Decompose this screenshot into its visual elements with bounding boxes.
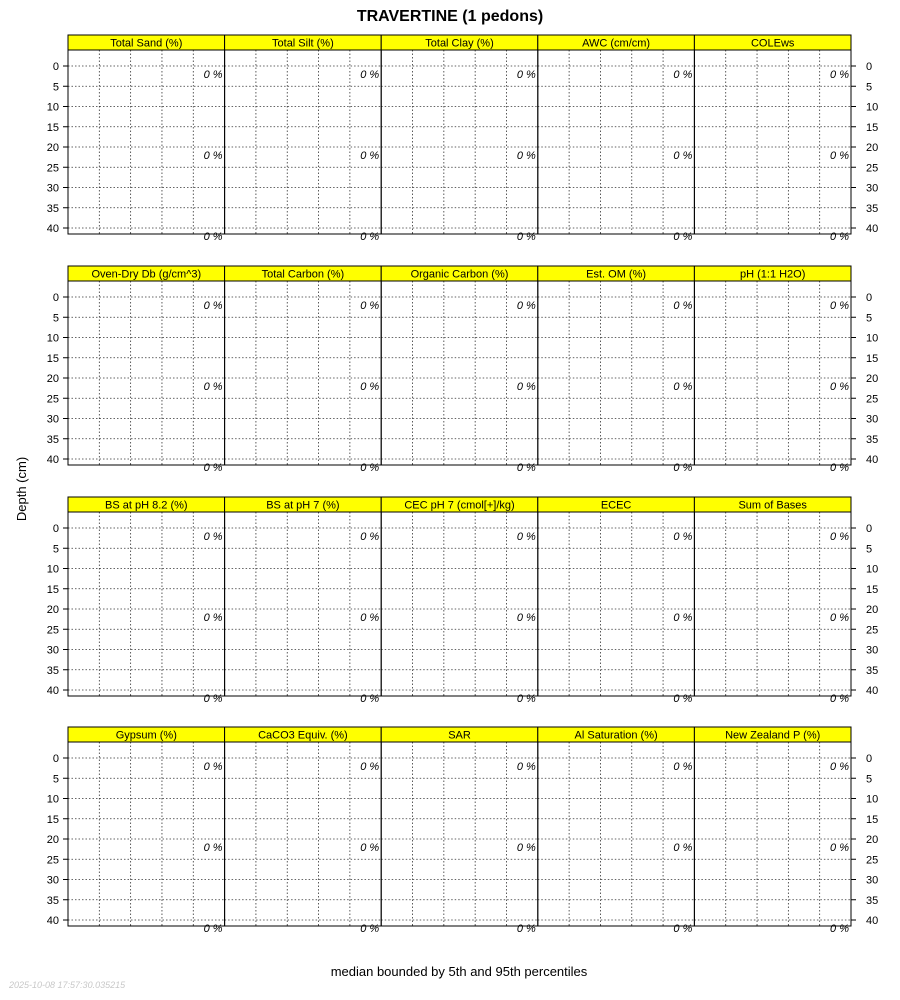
y-tick-label-left: 40 bbox=[46, 454, 59, 466]
y-tick-label-left: 0 bbox=[52, 523, 59, 535]
contributing-fraction-label: 0 % bbox=[830, 761, 849, 774]
strip-label: Al Saturation (%) bbox=[574, 729, 658, 742]
y-tick-label-left: 5 bbox=[52, 81, 59, 94]
y-tick-label-right: 10 bbox=[866, 793, 879, 806]
y-tick-label-left: 40 bbox=[46, 223, 59, 235]
y-tick-label-right: 15 bbox=[866, 813, 879, 826]
y-tick-label-left: 40 bbox=[46, 685, 59, 697]
panel-frame bbox=[694, 281, 851, 465]
contributing-fraction-label: 0 % bbox=[830, 842, 849, 855]
contributing-fraction-label: 0 % bbox=[673, 231, 693, 244]
y-tick-label-left: 5 bbox=[52, 543, 59, 556]
contributing-fraction-label: 0 % bbox=[673, 842, 693, 855]
contributing-fraction-label: 0 % bbox=[516, 761, 536, 774]
panels-layer bbox=[47, 35, 879, 935]
y-tick-label-left: 20 bbox=[46, 834, 59, 846]
y-tick-label-right: 0 bbox=[866, 61, 873, 73]
strip-label: Est. OM (%) bbox=[586, 268, 647, 281]
contributing-fraction-label: 0 % bbox=[360, 761, 380, 774]
y-tick-label-left: 40 bbox=[46, 915, 59, 927]
contributing-fraction-label: 0 % bbox=[360, 69, 380, 82]
contributing-fraction-label: 0 % bbox=[203, 842, 223, 855]
contributing-fraction-label: 0 % bbox=[203, 761, 223, 774]
contributing-fraction-label: 0 % bbox=[360, 150, 380, 163]
contributing-fraction-label: 0 % bbox=[830, 381, 849, 394]
y-tick-label-right: 20 bbox=[866, 604, 879, 616]
strip-label: Oven-Dry Db (g/cm^3) bbox=[91, 268, 202, 281]
strip-label: ECEC bbox=[600, 499, 632, 512]
y-tick-label-left: 0 bbox=[52, 292, 59, 304]
strip-label: CaCO3 Equiv. (%) bbox=[258, 729, 348, 742]
contributing-fraction-label: 0 % bbox=[673, 923, 693, 936]
contributing-fraction-label: 0 % bbox=[673, 300, 693, 313]
y-tick-label-right: 25 bbox=[866, 624, 879, 637]
y-tick-label-left: 5 bbox=[52, 773, 59, 786]
y-tick-label-right: 30 bbox=[866, 644, 879, 657]
y-tick-label-left: 35 bbox=[46, 664, 59, 677]
contributing-fraction-label: 0 % bbox=[516, 381, 536, 394]
y-tick-label-right: 10 bbox=[866, 563, 879, 576]
contributing-fraction-label: 0 % bbox=[516, 693, 536, 706]
contributing-fraction-label: 0 % bbox=[673, 693, 693, 706]
contributing-fraction-label: 0 % bbox=[203, 231, 223, 244]
y-tick-label-left: 25 bbox=[46, 624, 59, 637]
contributing-fraction-label: 0 % bbox=[203, 923, 223, 936]
y-tick-label-right: 15 bbox=[866, 121, 879, 134]
contributing-fraction-label: 0 % bbox=[516, 300, 536, 313]
contributing-fraction-label: 0 % bbox=[673, 381, 693, 394]
y-tick-label-right: 40 bbox=[866, 454, 879, 466]
y-tick-label-right: 35 bbox=[866, 894, 879, 907]
panel-frame bbox=[381, 512, 538, 696]
y-tick-label-left: 35 bbox=[46, 202, 59, 215]
y-tick-label-right: 0 bbox=[866, 292, 873, 304]
contributing-fraction-label: 0 % bbox=[360, 612, 380, 625]
y-tick-label-right: 40 bbox=[866, 223, 879, 235]
y-tick-label-right: 30 bbox=[866, 413, 879, 426]
contributing-fraction-label: 0 % bbox=[673, 150, 693, 163]
strip-label: CEC pH 7 (cmol[+]/kg) bbox=[404, 499, 515, 512]
contributing-fraction-label: 0 % bbox=[516, 231, 536, 244]
y-tick-label-left: 10 bbox=[46, 563, 59, 576]
contributing-fraction-label: 0 % bbox=[673, 761, 693, 774]
y-tick-label-left: 0 bbox=[52, 753, 59, 765]
panel-frame bbox=[68, 281, 225, 465]
panel-frame bbox=[538, 742, 695, 926]
panel-frame bbox=[381, 742, 538, 926]
strip-label: Gypsum (%) bbox=[115, 729, 177, 742]
strip-label: Total Sand (%) bbox=[110, 37, 183, 50]
contributing-fraction-label: 0 % bbox=[830, 462, 849, 475]
panel-frame bbox=[538, 281, 695, 465]
y-tick-label-left: 15 bbox=[46, 121, 59, 134]
y-tick-label-right: 10 bbox=[866, 332, 879, 345]
contributing-fraction-label: 0 % bbox=[203, 531, 223, 544]
panel-frame bbox=[538, 512, 695, 696]
strip-label: BS at pH 8.2 (%) bbox=[105, 499, 188, 512]
y-tick-label-right: 0 bbox=[866, 753, 873, 765]
y-tick-label-right: 20 bbox=[866, 834, 879, 846]
panel-frame bbox=[381, 50, 538, 234]
panel-frame bbox=[225, 742, 382, 926]
y-tick-label-left: 20 bbox=[46, 373, 59, 385]
y-tick-label-right: 20 bbox=[866, 142, 879, 154]
contributing-fraction-label: 0 % bbox=[360, 300, 380, 313]
contributing-fraction-label: 0 % bbox=[203, 462, 223, 475]
strip-label: COLEws bbox=[750, 37, 795, 50]
chart-title: TRAVERTINE (1 pedons) bbox=[356, 8, 544, 25]
strip-label: BS at pH 7 (%) bbox=[266, 499, 340, 512]
contributing-fraction-label: 0 % bbox=[203, 150, 223, 163]
y-tick-label-right: 35 bbox=[866, 664, 879, 677]
y-tick-label-right: 35 bbox=[866, 433, 879, 446]
panel-frame bbox=[225, 281, 382, 465]
contributing-fraction-label: 0 % bbox=[516, 923, 536, 936]
y-tick-label-left: 25 bbox=[46, 162, 59, 175]
contributing-fraction-label: 0 % bbox=[203, 612, 223, 625]
contributing-fraction-label: 0 % bbox=[830, 923, 849, 936]
strip-label: Total Carbon (%) bbox=[261, 268, 345, 281]
y-tick-label-right: 40 bbox=[866, 685, 879, 697]
panel-row-4 bbox=[47, 727, 879, 935]
y-tick-label-right: 25 bbox=[866, 854, 879, 867]
y-tick-label-right: 5 bbox=[866, 543, 873, 556]
contributing-fraction-label: 0 % bbox=[830, 612, 849, 625]
contributing-fraction-label: 0 % bbox=[360, 381, 380, 394]
y-tick-label-right: 0 bbox=[866, 523, 873, 535]
strip-label: AWC (cm/cm) bbox=[582, 37, 651, 50]
y-tick-label-left: 15 bbox=[46, 352, 59, 365]
contributing-fraction-label: 0 % bbox=[516, 462, 536, 475]
y-tick-label-right: 25 bbox=[866, 162, 879, 175]
y-axis-label: Depth (cm) bbox=[14, 456, 29, 522]
contributing-fraction-label: 0 % bbox=[673, 612, 693, 625]
panel-frame bbox=[538, 50, 695, 234]
y-tick-label-left: 30 bbox=[46, 413, 59, 426]
y-tick-label-right: 10 bbox=[866, 101, 879, 114]
y-tick-label-left: 15 bbox=[46, 583, 59, 596]
strip-label: Total Clay (%) bbox=[425, 37, 494, 50]
contributing-fraction-label: 0 % bbox=[360, 842, 380, 855]
panel-frame bbox=[68, 512, 225, 696]
y-tick-label-left: 30 bbox=[46, 874, 59, 887]
contributing-fraction-label: 0 % bbox=[830, 150, 849, 163]
contributing-fraction-label: 0 % bbox=[516, 531, 536, 544]
y-tick-label-right: 20 bbox=[866, 373, 879, 385]
contributing-fraction-label: 0 % bbox=[830, 300, 849, 313]
contributing-fraction-label: 0 % bbox=[830, 693, 849, 706]
y-tick-label-left: 5 bbox=[52, 312, 59, 325]
panel-frame bbox=[694, 50, 851, 234]
y-tick-label-right: 30 bbox=[866, 874, 879, 887]
contributing-fraction-label: 0 % bbox=[673, 462, 693, 475]
y-tick-label-right: 5 bbox=[866, 81, 873, 94]
panel-row-2 bbox=[47, 266, 879, 474]
contributing-fraction-label: 0 % bbox=[516, 842, 536, 855]
y-tick-label-right: 35 bbox=[866, 202, 879, 215]
contributing-fraction-label: 0 % bbox=[203, 381, 223, 394]
y-tick-label-right: 5 bbox=[866, 312, 873, 325]
y-tick-label-left: 15 bbox=[46, 813, 59, 826]
strip-label: Total Silt (%) bbox=[272, 37, 334, 50]
strip-label: SAR bbox=[448, 729, 471, 742]
y-tick-label-left: 35 bbox=[46, 433, 59, 446]
y-tick-label-left: 0 bbox=[52, 61, 59, 73]
timestamp: 2025-10-08 17:57:30.035215 bbox=[9, 980, 126, 990]
contributing-fraction-label: 0 % bbox=[360, 531, 380, 544]
contributing-fraction-label: 0 % bbox=[673, 69, 693, 82]
y-tick-label-left: 10 bbox=[46, 332, 59, 345]
contributing-fraction-label: 0 % bbox=[516, 69, 536, 82]
y-tick-label-right: 15 bbox=[866, 352, 879, 365]
y-tick-label-left: 25 bbox=[46, 393, 59, 406]
panel-frame bbox=[68, 50, 225, 234]
y-tick-label-left: 30 bbox=[46, 644, 59, 657]
contributing-fraction-label: 0 % bbox=[203, 300, 223, 313]
contributing-fraction-label: 0 % bbox=[360, 231, 380, 244]
strip-label: Sum of Bases bbox=[738, 499, 807, 512]
contributing-fraction-label: 0 % bbox=[360, 693, 380, 706]
y-tick-label-left: 35 bbox=[46, 894, 59, 907]
y-tick-label-left: 10 bbox=[46, 101, 59, 114]
strip-label: Organic Carbon (%) bbox=[410, 268, 509, 281]
panel-frame bbox=[694, 742, 851, 926]
y-tick-label-left: 20 bbox=[46, 142, 59, 154]
contributing-fraction-label: 0 % bbox=[516, 150, 536, 163]
contributing-fraction-label: 0 % bbox=[830, 531, 849, 544]
contributing-fraction-label: 0 % bbox=[360, 462, 380, 475]
y-tick-label-left: 10 bbox=[46, 793, 59, 806]
panel-row-3 bbox=[47, 497, 879, 705]
strip-label: pH (1:1 H2O) bbox=[739, 268, 806, 281]
contributing-fraction-label: 0 % bbox=[673, 531, 693, 544]
y-tick-label-right: 5 bbox=[866, 773, 873, 786]
panel-frame bbox=[225, 50, 382, 234]
y-tick-label-right: 25 bbox=[866, 393, 879, 406]
contributing-fraction-label: 0 % bbox=[203, 69, 223, 82]
contributing-fraction-label: 0 % bbox=[516, 612, 536, 625]
panel-frame bbox=[381, 281, 538, 465]
contributing-fraction-label: 0 % bbox=[360, 923, 380, 936]
y-tick-label-right: 30 bbox=[866, 182, 879, 195]
panel-frame bbox=[694, 512, 851, 696]
y-tick-label-right: 15 bbox=[866, 583, 879, 596]
contributing-fraction-label: 0 % bbox=[203, 693, 223, 706]
contributing-fraction-label: 0 % bbox=[830, 69, 849, 82]
x-axis-label: median bounded by 5th and 95th percentiles bbox=[330, 964, 588, 979]
strip-label: New Zealand P (%) bbox=[725, 729, 821, 742]
panel-row-1 bbox=[47, 35, 879, 243]
y-tick-label-left: 20 bbox=[46, 604, 59, 616]
y-tick-label-left: 25 bbox=[46, 854, 59, 867]
panel-frame bbox=[68, 742, 225, 926]
panel-frame bbox=[225, 512, 382, 696]
y-tick-label-right: 40 bbox=[866, 915, 879, 927]
contributing-fraction-label: 0 % bbox=[830, 231, 849, 244]
y-tick-label-left: 30 bbox=[46, 182, 59, 195]
